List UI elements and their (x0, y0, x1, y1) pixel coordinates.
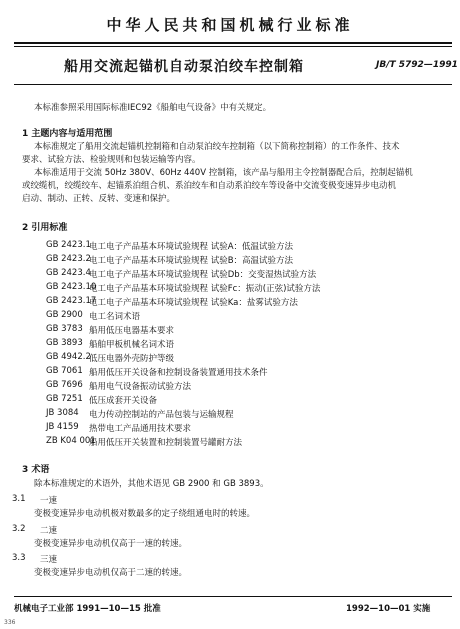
intro-paragraph: 本标准参照采用国际标准IEC92《船舶电气设备》中有关规定。 (34, 103, 272, 113)
section-1-heading: 1 主题内容与适用范围 (22, 129, 113, 139)
reference-title: 电工名词术语 (89, 312, 141, 322)
reference-code: GB 7251 (46, 394, 83, 404)
org-title: 中华人民共和国机械行业标准 (106, 16, 354, 34)
reference-title: 电工电子产品基本环境试验规程 试验Ka：盐雾试验方法 (89, 298, 298, 308)
reference-title: 船用低压开关设备和控制设备装置通用技术条件 (89, 368, 268, 378)
implementation-date: 1992—10—01 实施 (346, 604, 431, 614)
reference-code: JB 3084 (46, 408, 79, 418)
reference-code: GB 3783 (46, 324, 83, 334)
section-1-line: 本标准规定了船用交流起锚机控制箱和自动泵泊绞车控制箱（以下简称控制箱）的工作条件、技术 (34, 142, 400, 152)
section-1-line: 启动、制动、正转、反转、变速和保护。 (22, 194, 176, 204)
section-1-line: 要求、试验方法、检验规则和包装运输等内容。 (22, 155, 201, 165)
title-rule (14, 84, 452, 85)
reference-title: 船用低压电器基本要求 (89, 326, 175, 336)
section-1-line: 本标准适用于交流 50Hz 380V、60Hz 440V 控制箱，该产品与船用主令控制器配合后，控制起锚机 (34, 168, 413, 178)
term-name: 三速 (40, 555, 58, 565)
reference-title: 热带电工产品通用技术要求 (89, 424, 192, 434)
standard-number: JB/T 5792—1991 (376, 60, 458, 70)
reference-code: GB 7696 (46, 380, 83, 390)
reference-title: 船用低压开关装置和控制装置号罐耐方法 (89, 438, 243, 448)
approval-date: 机械电子工业部 1991—10—15 批准 (14, 604, 161, 614)
reference-code: GB 2423.17 (46, 296, 97, 306)
section-3-heading: 3 术语 (22, 465, 50, 475)
reference-code: GB 2423.1 (46, 240, 91, 250)
document-title: 船用交流起锚机自动泵泊绞车控制箱 (64, 59, 304, 75)
reference-title: 低压电器外壳防护等级 (89, 354, 175, 364)
reference-code: ZB K04 001 (46, 436, 96, 446)
page-number: 336 (4, 619, 16, 626)
reference-code: GB 2423.2 (46, 254, 91, 264)
term-number: 3.3 (12, 553, 26, 563)
term-number: 3.1 (12, 494, 26, 504)
footer-rule (14, 596, 452, 597)
reference-title: 船舶甲板机械名词术语 (89, 340, 175, 350)
term-definition: 变极变速异步电动机仅高于二速的转速。 (34, 568, 188, 578)
term-number: 3.2 (12, 524, 26, 534)
reference-code: GB 2900 (46, 310, 83, 320)
reference-title: 电工电子产品基本环境试验规程 试验A：低温试验方法 (89, 242, 294, 252)
header-rule-thin (14, 46, 452, 47)
reference-code: JB 4159 (46, 422, 79, 432)
reference-title: 船用电气设备振动试验方法 (89, 382, 192, 392)
reference-code: GB 2423.4 (46, 268, 91, 278)
reference-code: GB 7061 (46, 366, 83, 376)
term-name: 一速 (40, 496, 58, 506)
section-3-intro: 除本标准规定的术语外，其他术语见 GB 2900 和 GB 3893。 (34, 479, 269, 489)
section-1-line: 或绞缆机，绞缆绞车、起锚系泊组合机、系泊绞车和自动系泊绞车等设备中交流变极变速异步电动机 (22, 181, 397, 191)
reference-code: GB 2423.10 (46, 282, 97, 292)
reference-title: 电工电子产品基本环境试验规程 试验B：高温试验方法 (89, 256, 294, 266)
term-definition: 变极变速异步电动机极对数最多的定子绕组通电时的转速。 (34, 509, 256, 519)
section-2-heading: 2 引用标准 (22, 223, 68, 233)
reference-title: 电工电子产品基本环境试验规程 试验Db：交变湿热试验方法 (89, 270, 317, 280)
header-rule-thick (14, 42, 452, 44)
term-definition: 变极变速异步电动机仅高于一速的转速。 (34, 539, 188, 549)
reference-title: 电力传动控制站的产品包装与运输规程 (89, 410, 234, 420)
term-name: 二速 (40, 526, 58, 536)
reference-code: GB 3893 (46, 338, 83, 348)
reference-code: GB 4942.2 (46, 352, 91, 362)
reference-title: 电工电子产品基本环境试验规程 试验Fc：振动(正弦)试验方法 (89, 284, 321, 294)
reference-title: 低压成套开关设备 (89, 396, 158, 406)
